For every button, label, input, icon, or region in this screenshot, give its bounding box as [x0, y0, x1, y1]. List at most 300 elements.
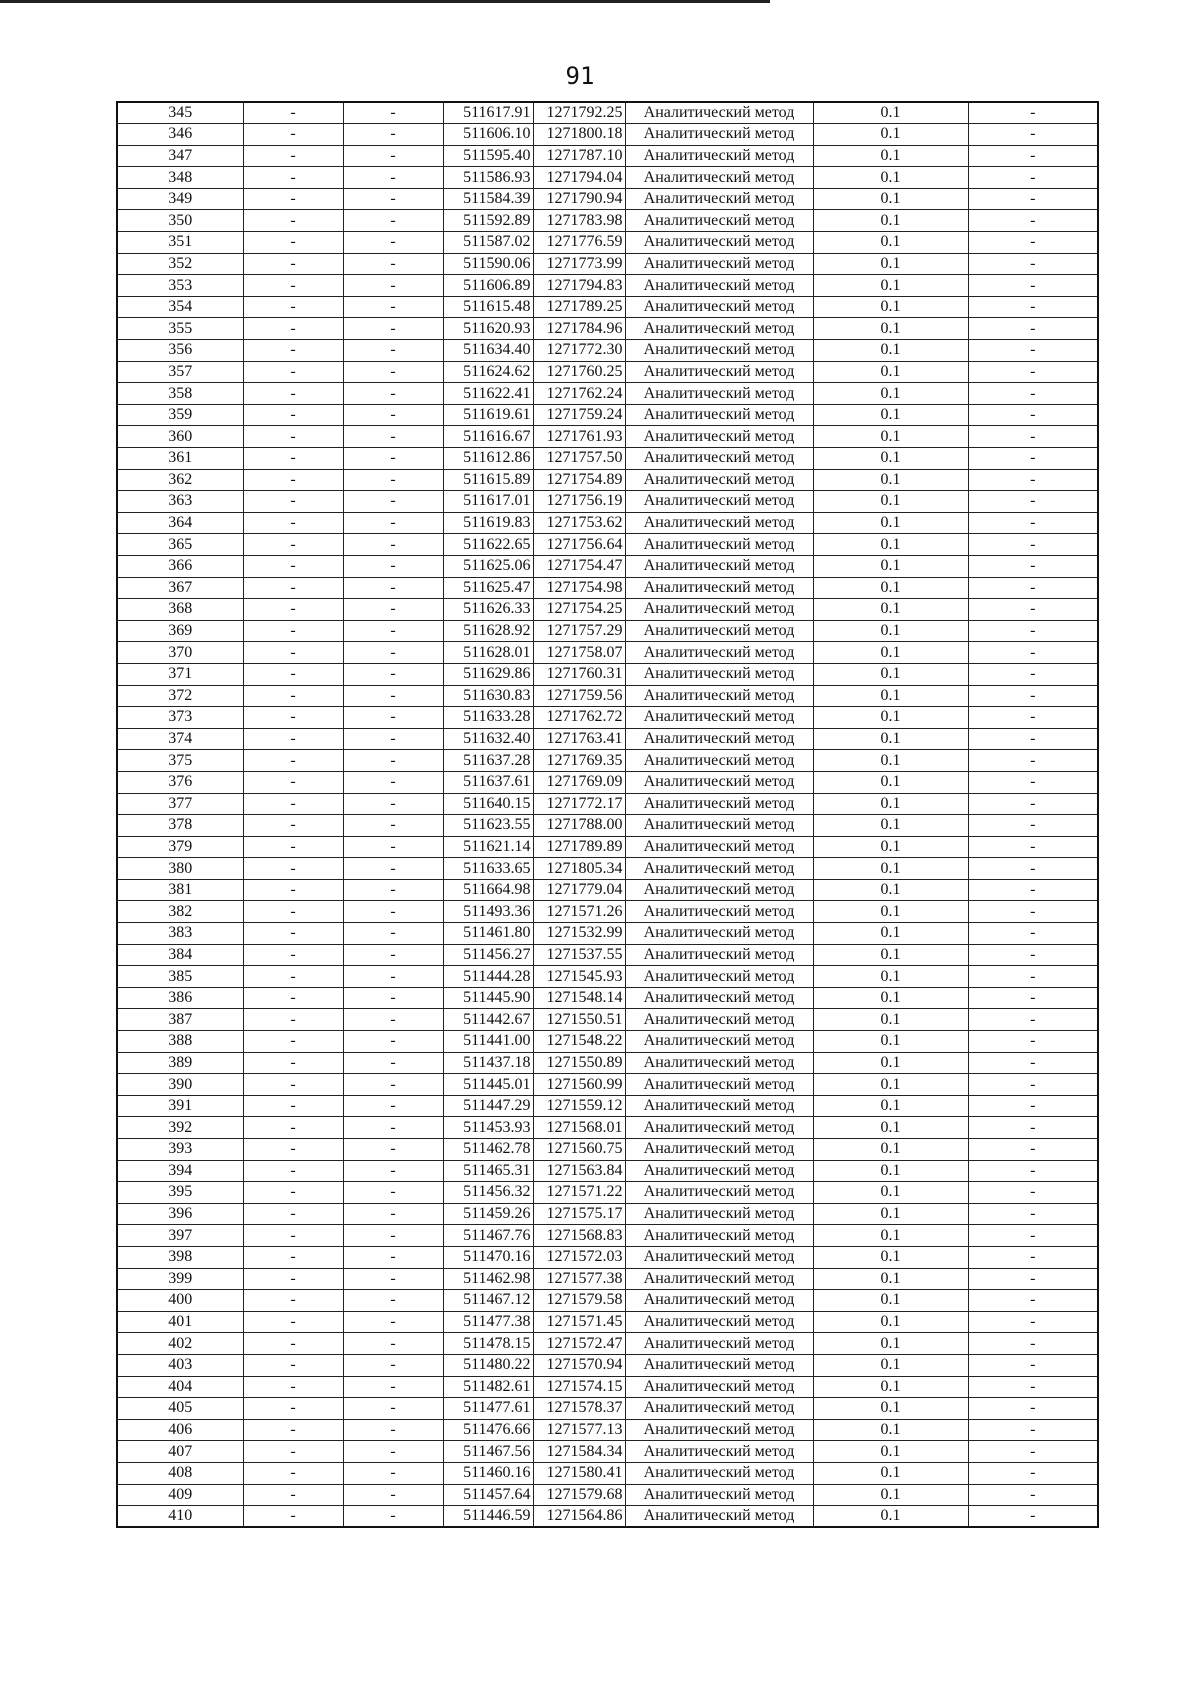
old-y-cell: -: [343, 1095, 443, 1117]
accuracy-cell: 0.1: [813, 1290, 968, 1312]
table-row: [117, 1139, 1098, 1161]
method-cell: Аналитический метод: [625, 1290, 813, 1312]
y-coordinate-cell: 1271769.35: [533, 750, 625, 772]
table-row: [117, 1311, 1098, 1333]
table-row: [117, 901, 1098, 923]
point-number-cell: 357: [117, 361, 243, 383]
x-coordinate-cell: 511616.67: [443, 426, 533, 448]
y-coordinate-cell: 1271548.14: [533, 987, 625, 1009]
old-x-cell: -: [243, 1398, 343, 1420]
old-x-cell: -: [243, 210, 343, 232]
old-x-cell: -: [243, 1376, 343, 1398]
y-coordinate-cell: 1271550.51: [533, 1009, 625, 1031]
old-y-cell: -: [343, 1419, 443, 1441]
y-coordinate-cell: 1271794.83: [533, 275, 625, 297]
note-cell: -: [968, 1419, 1098, 1441]
old-y-cell: -: [343, 318, 443, 340]
point-number-cell: 408: [117, 1462, 243, 1484]
table-row: [117, 642, 1098, 664]
old-x-cell: -: [243, 901, 343, 923]
accuracy-cell: 0.1: [813, 404, 968, 426]
accuracy-cell: 0.1: [813, 318, 968, 340]
y-coordinate-cell: 1271571.45: [533, 1311, 625, 1333]
table-row: [117, 167, 1098, 189]
table-row: [117, 793, 1098, 815]
x-coordinate-cell: 511480.22: [443, 1354, 533, 1376]
x-coordinate-cell: 511606.89: [443, 275, 533, 297]
y-coordinate-cell: 1271757.29: [533, 620, 625, 642]
old-x-cell: -: [243, 1246, 343, 1268]
x-coordinate-cell: 511629.86: [443, 663, 533, 685]
accuracy-cell: 0.1: [813, 340, 968, 362]
method-cell: Аналитический метод: [625, 1268, 813, 1290]
note-cell: -: [968, 858, 1098, 880]
note-cell: -: [968, 1268, 1098, 1290]
note-cell: -: [968, 1182, 1098, 1204]
y-coordinate-cell: 1271572.03: [533, 1246, 625, 1268]
note-cell: -: [968, 1074, 1098, 1096]
x-coordinate-cell: 511634.40: [443, 340, 533, 362]
y-coordinate-cell: 1271789.89: [533, 836, 625, 858]
method-cell: Аналитический метод: [625, 1203, 813, 1225]
old-y-cell: -: [343, 232, 443, 254]
note-cell: -: [968, 577, 1098, 599]
point-number-cell: 396: [117, 1203, 243, 1225]
old-x-cell: -: [243, 188, 343, 210]
table-row: [117, 1052, 1098, 1074]
old-y-cell: -: [343, 944, 443, 966]
note-cell: -: [968, 685, 1098, 707]
note-cell: -: [968, 253, 1098, 275]
method-cell: Аналитический метод: [625, 685, 813, 707]
x-coordinate-cell: 511586.93: [443, 167, 533, 189]
point-number-cell: 406: [117, 1419, 243, 1441]
old-y-cell: -: [343, 167, 443, 189]
table-row: [117, 210, 1098, 232]
x-coordinate-cell: 511459.26: [443, 1203, 533, 1225]
y-coordinate-cell: 1271753.62: [533, 512, 625, 534]
accuracy-cell: 0.1: [813, 1376, 968, 1398]
y-coordinate-cell: 1271763.41: [533, 728, 625, 750]
old-y-cell: -: [343, 750, 443, 772]
point-number-cell: 385: [117, 966, 243, 988]
accuracy-cell: 0.1: [813, 426, 968, 448]
old-x-cell: -: [243, 1419, 343, 1441]
y-coordinate-cell: 1271805.34: [533, 858, 625, 880]
old-y-cell: -: [343, 642, 443, 664]
x-coordinate-cell: 511584.39: [443, 188, 533, 210]
coordinates-table-body: [117, 102, 1098, 1527]
old-x-cell: -: [243, 1441, 343, 1463]
old-y-cell: -: [343, 815, 443, 837]
accuracy-cell: 0.1: [813, 1225, 968, 1247]
old-x-cell: -: [243, 555, 343, 577]
old-y-cell: -: [343, 512, 443, 534]
x-coordinate-cell: 511453.93: [443, 1117, 533, 1139]
x-coordinate-cell: 511467.12: [443, 1290, 533, 1312]
y-coordinate-cell: 1271759.24: [533, 404, 625, 426]
point-number-cell: 379: [117, 836, 243, 858]
accuracy-cell: 0.1: [813, 1441, 968, 1463]
note-cell: -: [968, 1506, 1098, 1528]
note-cell: -: [968, 491, 1098, 513]
x-coordinate-cell: 511615.89: [443, 469, 533, 491]
old-x-cell: -: [243, 340, 343, 362]
x-coordinate-cell: 511462.98: [443, 1268, 533, 1290]
old-x-cell: -: [243, 771, 343, 793]
method-cell: Аналитический метод: [625, 448, 813, 470]
accuracy-cell: 0.1: [813, 750, 968, 772]
method-cell: Аналитический метод: [625, 491, 813, 513]
old-y-cell: -: [343, 599, 443, 621]
method-cell: Аналитический метод: [625, 707, 813, 729]
table-row: [117, 1290, 1098, 1312]
y-coordinate-cell: 1271548.22: [533, 1031, 625, 1053]
y-coordinate-cell: 1271560.99: [533, 1074, 625, 1096]
table-row: [117, 448, 1098, 470]
x-coordinate-cell: 511446.59: [443, 1506, 533, 1528]
old-x-cell: -: [243, 1009, 343, 1031]
old-y-cell: -: [343, 1268, 443, 1290]
table-row: [117, 987, 1098, 1009]
accuracy-cell: 0.1: [813, 555, 968, 577]
point-number-cell: 369: [117, 620, 243, 642]
method-cell: Аналитический метод: [625, 512, 813, 534]
method-cell: Аналитический метод: [625, 836, 813, 858]
method-cell: Аналитический метод: [625, 987, 813, 1009]
old-x-cell: -: [243, 491, 343, 513]
method-cell: Аналитический метод: [625, 1354, 813, 1376]
point-number-cell: 404: [117, 1376, 243, 1398]
table-row: [117, 404, 1098, 426]
x-coordinate-cell: 511477.38: [443, 1311, 533, 1333]
y-coordinate-cell: 1271762.24: [533, 383, 625, 405]
x-coordinate-cell: 511624.62: [443, 361, 533, 383]
point-number-cell: 366: [117, 555, 243, 577]
table-row: [117, 620, 1098, 642]
old-y-cell: -: [343, 1117, 443, 1139]
accuracy-cell: 0.1: [813, 858, 968, 880]
y-coordinate-cell: 1271570.94: [533, 1354, 625, 1376]
point-number-cell: 407: [117, 1441, 243, 1463]
y-coordinate-cell: 1271577.13: [533, 1419, 625, 1441]
point-number-cell: 387: [117, 1009, 243, 1031]
accuracy-cell: 0.1: [813, 232, 968, 254]
old-x-cell: -: [243, 1311, 343, 1333]
old-y-cell: -: [343, 188, 443, 210]
table-row: [117, 879, 1098, 901]
old-x-cell: -: [243, 685, 343, 707]
point-number-cell: 381: [117, 879, 243, 901]
note-cell: -: [968, 966, 1098, 988]
old-y-cell: -: [343, 555, 443, 577]
old-y-cell: -: [343, 1333, 443, 1355]
accuracy-cell: 0.1: [813, 188, 968, 210]
table-row: [117, 124, 1098, 146]
table-row: [117, 145, 1098, 167]
note-cell: -: [968, 1246, 1098, 1268]
point-number-cell: 368: [117, 599, 243, 621]
table-row: [117, 1462, 1098, 1484]
old-x-cell: -: [243, 1290, 343, 1312]
method-cell: Аналитический метод: [625, 599, 813, 621]
method-cell: Аналитический метод: [625, 923, 813, 945]
old-y-cell: -: [343, 987, 443, 1009]
method-cell: Аналитический метод: [625, 383, 813, 405]
old-x-cell: -: [243, 426, 343, 448]
old-x-cell: -: [243, 987, 343, 1009]
point-number-cell: 354: [117, 296, 243, 318]
accuracy-cell: 0.1: [813, 987, 968, 1009]
method-cell: Аналитический метод: [625, 1462, 813, 1484]
method-cell: Аналитический метод: [625, 1376, 813, 1398]
note-cell: -: [968, 145, 1098, 167]
old-y-cell: -: [343, 448, 443, 470]
accuracy-cell: 0.1: [813, 1462, 968, 1484]
x-coordinate-cell: 511460.16: [443, 1462, 533, 1484]
old-x-cell: -: [243, 1074, 343, 1096]
accuracy-cell: 0.1: [813, 642, 968, 664]
note-cell: -: [968, 1441, 1098, 1463]
point-number-cell: 358: [117, 383, 243, 405]
old-y-cell: -: [343, 901, 443, 923]
point-number-cell: 363: [117, 491, 243, 513]
old-x-cell: -: [243, 793, 343, 815]
old-x-cell: -: [243, 1182, 343, 1204]
y-coordinate-cell: 1271579.68: [533, 1484, 625, 1506]
old-y-cell: -: [343, 966, 443, 988]
note-cell: -: [968, 1376, 1098, 1398]
method-cell: Аналитический метод: [625, 318, 813, 340]
method-cell: Аналитический метод: [625, 232, 813, 254]
old-y-cell: -: [343, 1203, 443, 1225]
table-row: [117, 188, 1098, 210]
point-number-cell: 352: [117, 253, 243, 275]
old-y-cell: -: [343, 253, 443, 275]
old-y-cell: -: [343, 923, 443, 945]
old-x-cell: -: [243, 404, 343, 426]
x-coordinate-cell: 511637.28: [443, 750, 533, 772]
old-y-cell: -: [343, 577, 443, 599]
y-coordinate-cell: 1271792.25: [533, 102, 625, 124]
method-cell: Аналитический метод: [625, 124, 813, 146]
method-cell: Аналитический метод: [625, 642, 813, 664]
x-coordinate-cell: 511633.65: [443, 858, 533, 880]
x-coordinate-cell: 511445.01: [443, 1074, 533, 1096]
old-y-cell: -: [343, 275, 443, 297]
x-coordinate-cell: 511442.67: [443, 1009, 533, 1031]
method-cell: Аналитический метод: [625, 1419, 813, 1441]
old-x-cell: -: [243, 858, 343, 880]
accuracy-cell: 0.1: [813, 448, 968, 470]
note-cell: -: [968, 923, 1098, 945]
table-row: [117, 469, 1098, 491]
old-y-cell: -: [343, 793, 443, 815]
note-cell: -: [968, 1290, 1098, 1312]
point-number-cell: 376: [117, 771, 243, 793]
old-y-cell: -: [343, 728, 443, 750]
old-y-cell: -: [343, 1506, 443, 1528]
y-coordinate-cell: 1271783.98: [533, 210, 625, 232]
old-y-cell: -: [343, 1009, 443, 1031]
old-x-cell: -: [243, 1484, 343, 1506]
note-cell: -: [968, 1203, 1098, 1225]
old-x-cell: -: [243, 102, 343, 124]
y-coordinate-cell: 1271788.00: [533, 815, 625, 837]
point-number-cell: 373: [117, 707, 243, 729]
y-coordinate-cell: 1271787.10: [533, 145, 625, 167]
point-number-cell: 362: [117, 469, 243, 491]
table-row: [117, 1268, 1098, 1290]
point-number-cell: 394: [117, 1160, 243, 1182]
y-coordinate-cell: 1271772.17: [533, 793, 625, 815]
old-y-cell: -: [343, 1441, 443, 1463]
note-cell: -: [968, 901, 1098, 923]
table-row: [117, 1074, 1098, 1096]
old-x-cell: -: [243, 1139, 343, 1161]
x-coordinate-cell: 511467.76: [443, 1225, 533, 1247]
y-coordinate-cell: 1271789.25: [533, 296, 625, 318]
note-cell: -: [968, 1052, 1098, 1074]
note-cell: -: [968, 1333, 1098, 1355]
x-coordinate-cell: 511640.15: [443, 793, 533, 815]
note-cell: -: [968, 188, 1098, 210]
accuracy-cell: 0.1: [813, 469, 968, 491]
y-coordinate-cell: 1271773.99: [533, 253, 625, 275]
note-cell: -: [968, 448, 1098, 470]
note-cell: -: [968, 404, 1098, 426]
y-coordinate-cell: 1271779.04: [533, 879, 625, 901]
method-cell: Аналитический метод: [625, 1506, 813, 1528]
table-row: [117, 1160, 1098, 1182]
old-y-cell: -: [343, 1462, 443, 1484]
accuracy-cell: 0.1: [813, 1311, 968, 1333]
y-coordinate-cell: 1271754.25: [533, 599, 625, 621]
old-y-cell: -: [343, 1311, 443, 1333]
accuracy-cell: 0.1: [813, 620, 968, 642]
old-x-cell: -: [243, 296, 343, 318]
x-coordinate-cell: 511633.28: [443, 707, 533, 729]
note-cell: -: [968, 1311, 1098, 1333]
accuracy-cell: 0.1: [813, 815, 968, 837]
table-row: [117, 512, 1098, 534]
note-cell: -: [968, 793, 1098, 815]
point-number-cell: 348: [117, 167, 243, 189]
note-cell: -: [968, 340, 1098, 362]
note-cell: -: [968, 275, 1098, 297]
method-cell: Аналитический метод: [625, 102, 813, 124]
method-cell: Аналитический метод: [625, 210, 813, 232]
old-x-cell: -: [243, 232, 343, 254]
method-cell: Аналитический метод: [625, 188, 813, 210]
note-cell: -: [968, 318, 1098, 340]
y-coordinate-cell: 1271564.86: [533, 1506, 625, 1528]
note-cell: -: [968, 879, 1098, 901]
point-number-cell: 397: [117, 1225, 243, 1247]
method-cell: Аналитический метод: [625, 771, 813, 793]
accuracy-cell: 0.1: [813, 1160, 968, 1182]
old-x-cell: -: [243, 1462, 343, 1484]
note-cell: -: [968, 1095, 1098, 1117]
old-x-cell: -: [243, 1268, 343, 1290]
old-x-cell: -: [243, 1506, 343, 1528]
old-y-cell: -: [343, 426, 443, 448]
method-cell: Аналитический метод: [625, 253, 813, 275]
table-row: [117, 728, 1098, 750]
method-cell: Аналитический метод: [625, 1031, 813, 1053]
accuracy-cell: 0.1: [813, 1074, 968, 1096]
note-cell: -: [968, 102, 1098, 124]
table-row: [117, 1246, 1098, 1268]
method-cell: Аналитический метод: [625, 1074, 813, 1096]
y-coordinate-cell: 1271568.01: [533, 1117, 625, 1139]
method-cell: Аналитический метод: [625, 1117, 813, 1139]
point-number-cell: 353: [117, 275, 243, 297]
note-cell: -: [968, 1031, 1098, 1053]
x-coordinate-cell: 511625.47: [443, 577, 533, 599]
old-y-cell: -: [343, 771, 443, 793]
table-row: [117, 771, 1098, 793]
old-y-cell: -: [343, 491, 443, 513]
method-cell: Аналитический метод: [625, 858, 813, 880]
accuracy-cell: 0.1: [813, 534, 968, 556]
point-number-cell: 355: [117, 318, 243, 340]
point-number-cell: 409: [117, 1484, 243, 1506]
x-coordinate-cell: 511470.16: [443, 1246, 533, 1268]
y-coordinate-cell: 1271756.64: [533, 534, 625, 556]
point-number-cell: 359: [117, 404, 243, 426]
x-coordinate-cell: 511622.65: [443, 534, 533, 556]
y-coordinate-cell: 1271571.26: [533, 901, 625, 923]
x-coordinate-cell: 511637.61: [443, 771, 533, 793]
y-coordinate-cell: 1271754.89: [533, 469, 625, 491]
accuracy-cell: 0.1: [813, 577, 968, 599]
y-coordinate-cell: 1271757.50: [533, 448, 625, 470]
point-number-cell: 364: [117, 512, 243, 534]
old-y-cell: -: [343, 1354, 443, 1376]
y-coordinate-cell: 1271794.04: [533, 167, 625, 189]
old-y-cell: -: [343, 663, 443, 685]
accuracy-cell: 0.1: [813, 1506, 968, 1528]
x-coordinate-cell: 511456.32: [443, 1182, 533, 1204]
accuracy-cell: 0.1: [813, 836, 968, 858]
point-number-cell: 384: [117, 944, 243, 966]
point-number-cell: 370: [117, 642, 243, 664]
accuracy-cell: 0.1: [813, 599, 968, 621]
method-cell: Аналитический метод: [625, 815, 813, 837]
old-y-cell: -: [343, 102, 443, 124]
note-cell: -: [968, 1160, 1098, 1182]
old-y-cell: -: [343, 879, 443, 901]
old-x-cell: -: [243, 642, 343, 664]
old-x-cell: -: [243, 318, 343, 340]
method-cell: Аналитический метод: [625, 340, 813, 362]
note-cell: -: [968, 642, 1098, 664]
method-cell: Аналитический метод: [625, 577, 813, 599]
y-coordinate-cell: 1271560.75: [533, 1139, 625, 1161]
y-coordinate-cell: 1271776.59: [533, 232, 625, 254]
old-x-cell: -: [243, 469, 343, 491]
table-row: [117, 815, 1098, 837]
old-x-cell: -: [243, 966, 343, 988]
method-cell: Аналитический метод: [625, 1246, 813, 1268]
y-coordinate-cell: 1271584.34: [533, 1441, 625, 1463]
accuracy-cell: 0.1: [813, 124, 968, 146]
old-x-cell: -: [243, 1117, 343, 1139]
table-row: [117, 426, 1098, 448]
method-cell: Аналитический метод: [625, 469, 813, 491]
method-cell: Аналитический метод: [625, 1398, 813, 1420]
